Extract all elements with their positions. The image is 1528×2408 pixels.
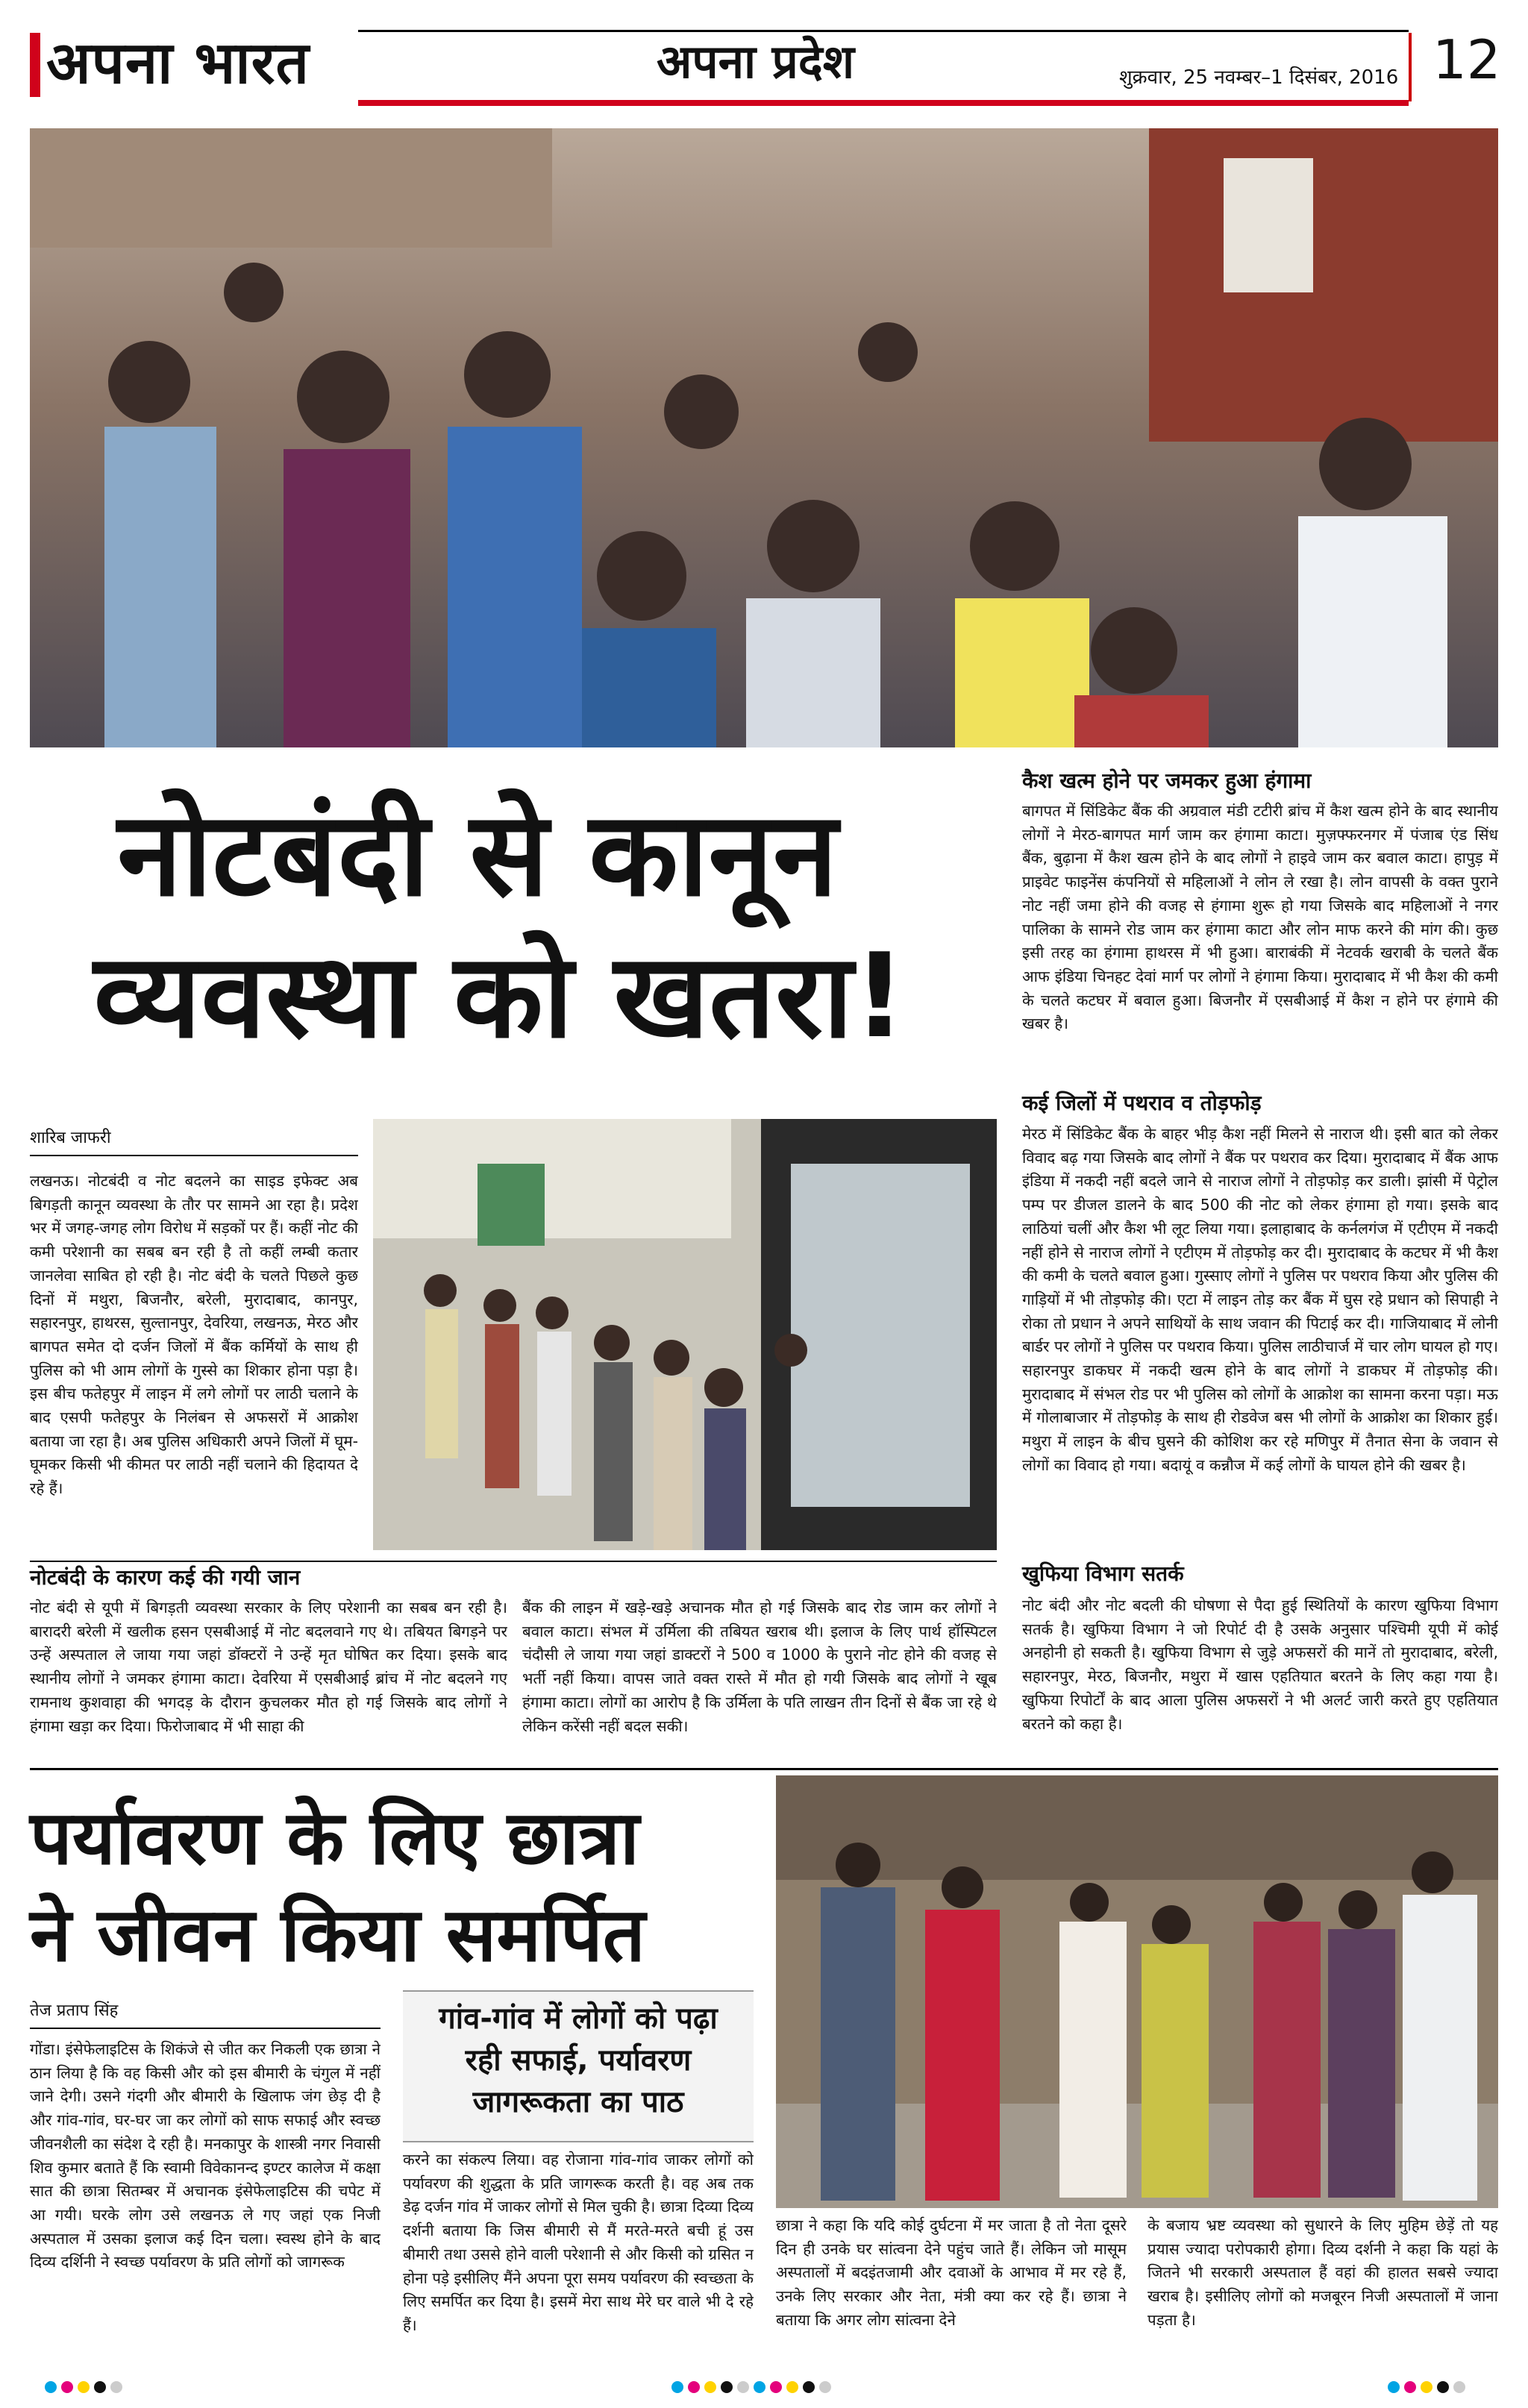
header-top-rule	[358, 30, 1409, 32]
story2-text-col1: गोंडा। इंसेफेलाइटिस के शिकंजे से जीत कर निकली एक छात्रा ने ठान लिया है कि वह किसी और को इस बीमारी के चंगुल में नहीं जाने देगी। उसने गंदगी और बीमारी के खिलाफ जंग छेड़ दी है और गांव-गांव, घर-घर जा कर लोगों को साफ सफाई और स्वच्छ जीवनशैली का संदेश दे रही है। मनकापुर के शास्त्री नगर निवासी शिव कुमार बताते हैं कि स्वामी विवेकानन्द इण्टर कालेज में कक्षा सात की छात्रा सितम्बर में अचानक इंसेफेलाइटिस की चपेट में आ गयी। घरके लोग उसे लखनऊ ले गए जहां एक निजी अस्पताल में उसका इलाज कई दिन चला। स्वस्थ होने के बाद दिव्य दर्शिनी ने स्वच्छ पर्यावरण के प्रति लोगों को जागरूक	[30, 2040, 381, 2271]
story2-headline-line-2: ने जीवन किया समर्पित	[30, 1891, 645, 1978]
byline-rule-2	[30, 2028, 381, 2029]
pull-quote-line-1: गांव-गांव में लोगों को पढ़ा	[439, 2001, 718, 2036]
registration-dot	[803, 2381, 815, 2393]
registration-dot	[110, 2381, 122, 2393]
registration-dot	[1388, 2381, 1400, 2393]
registration-dot	[45, 2381, 57, 2393]
dateline: शुक्रवार, 25 नवम्बर–1 दिसंबर, 2016	[1119, 66, 1399, 89]
deaths-text-col1: नोट बंदी से यूपी में बिगड़ती व्यवस्था सरकार के लिए परेशानी का सबब बन रही है। बारादरी बरेली में खलीक हसन एसबीआई में नोट बदलवाने गए थे। तबियत बिगड़ने पर उन्हें अस्पताल ले जाया गया जहां डॉक्टरों ने उन्हें मृत घोषित कर दिया। इसके बाद स्थानीय लोगों ने जमकर हंगामा काटा। देवरिया में एसबीआई ब्रांच में नोट बदलने गए रामनाथ कुशवाहा की भगदड़ के दौरान कुचलकर मौत हो गई जिसके बाद लोगों ने हंगामा खड़ा कर दिया। फिरोजाबाद में भी साहा की	[30, 1599, 507, 1735]
section-rule-1	[30, 1561, 997, 1562]
headline-line-2: व्यवस्था को खतरा!	[93, 928, 907, 1064]
cash-shortage-text: बागपत में सिंडिकेट बैंक की अग्रवाल मंडी टटीरी ब्रांच में कैश खत्म होने के बाद स्थानीय लोगों ने मेरठ-बागपत मार्ग जाम कर हंगामा काटा। मुज़फ्फरनगर में पंजाब एंड सिंध बैंक, बुढ़ाना में कैश खत्म होने के बाद लोगों ने हाइवे जाम कर बवाल काटा। हापुड़ में प्राइवेट फाइनेंस कंपनियों से महिलाओं ने लोन ले रखा है। लोन वापसी के वक्त पुराने नोट नहीं जमा होने की वजह से हंगामा शुरू हो गया जिसके बाद महिलाओं ने नगर पालिका के सामने रोड जाम कर हंगामा काटा और लोन माफ करने की मांग की। कुछ इसी तरह का हंगामा हाथरस में भी हुआ। बाराबंकी में नेटवर्क खराबी के चलते बैंक आफ इंडिया चिनहट देवां मार्ग पर लोगों ने हंगामा किया। मुरादाबाद में भी कैश की कमी के चलते कटघर में बवाल हुआ। बिजनौर में एसबीआई में कैश न होने पर हंगामे की खबर है।	[1022, 802, 1498, 1033]
registration-dot	[94, 2381, 106, 2393]
student-villagers-photo	[776, 1775, 1498, 2208]
registration-dot	[819, 2381, 831, 2393]
registration-dot	[1404, 2381, 1416, 2393]
masthead-accent-bar	[30, 33, 40, 97]
registration-dot	[1437, 2381, 1449, 2393]
story2-headline-line-1: पर्यावरण के लिए छात्रा	[30, 1794, 639, 1881]
footer-color-dots-center	[671, 2381, 851, 2396]
story-divider	[30, 1768, 1498, 1770]
pull-quote-line-3: जागरूकता का पाठ	[472, 2085, 684, 2119]
registration-dot	[61, 2381, 73, 2393]
deaths-text-col2: बैंक की लाइन में खड़े-खड़े अचानक मौत हो गई जिसके बाद रोड जाम कर लोगों ने बवाल काटा। संभल में उर्मिला की तबियत खराब थी। इलाज के लिए पार्थ हॉस्पिटल चंदौसी ले जाया गया जहां डाक्टरों ने 500 व 1000 के पुराने नोट होने की वजह से भर्ती नहीं किया। वापस जाते वक्त रास्ते में मौत हो गयी जिसके बाद लोगों ने खूब हंगामा काटा। लोगों का आरोप है कि उर्मिला के पति लाखन तीन दिनों से बैंक जा रहे थे लेकिन करेंसी नहीं बदल सकी।	[522, 1599, 997, 1735]
registration-dot	[1453, 2381, 1465, 2393]
subhead-deaths: नोटबंदी के कारण कई की गयी जान	[30, 1565, 301, 1590]
page-number: 12	[1432, 28, 1501, 91]
registration-dot	[1421, 2381, 1432, 2393]
stone-pelting-text: मेरठ में सिंडिकेट बैंक के बाहर भीड़ कैश नहीं मिलने से नाराज थी। इसी बात को लेकर विवाद बढ़ गया जिसके बाद लोगों ने बैंक पर पथराव कर दिया। मुरादाबाद में बैंक आफ इंडिया में नकदी नहीं बदले जाने से नाराज लोगों ने तोड़फोड़ कर डाली। झांसी में पेट्रोल पम्प पर डीजल डालने के बाद 500 की नोट को लेकर हंगामा हो गया। इसके बाद लाठियां चलीं और कैश भी लूट लिया गया। इलाहाबाद के कर्नलगंज में एटीएम में नकदी नहीं होने से नाराज लोगों ने एटीएम में तोड़फोड़ कर दी। मुरादाबाद के कटघर में भी कैश की कमी के चलते बवाल हुआ। गुस्साए लोगों ने पुलिस पर पथराव किया और पुलिस की गाड़ियों में भी तोड़फोड़ की। एटा में लाइन तोड़ कर बैंक में घुस रहे प्रधान को सिपाही ने रोका तो प्रधान ने अपने साथियों के साथ जवान की पिटाई कर दी। गाजियाबाद में लोनी बार्डर पर लोगों ने पुलिस पर पथराव किया। पुलिस लाठीचार्ज में चार लोग घायल हो गए। सहारनपुर डाकघर में नकदी खत्म होने के बाद लोगों ने डाकघर में तोड़फोड़ की। मुरादाबाद में संभल रोड पर भी पुलिस को लोगों के आक्रोश का सामना करना पड़ा। मऊ में गोलाबाजार में तोड़फोड़ के साथ ही रोडवेज बस भी लोगों के आक्रोश का शिकार हुई। मथुरा में लाइन के बीच घुसने की कोशिश कर रहे मणिपुर में तैनात सेना के जवान से लोगों का विवाद हो गया। बदायूं व कन्नौज में कई लोगों के घायल होने की खबर है।	[1022, 1125, 1498, 1474]
story2-text-col2: करने का संकल्प लिया। वह रोजाना गांव-गांव जाकर लोगों को पर्यावरण की शुद्धता के प्रति जागरूक करती है। वह अब तक डेढ़ दर्जन गांव में जाकर लोगों से मिल चुकी है। छात्रा दिव्या दिव्य दर्शनी बताया कि जिस बीमारी से मैं मरते-मरते बची हूं उस बीमारी तथा उससे होने वाली परेशानी से और किसी को ग्रसित न होना पड़े इसीलिए मैंने अपना पूरा समय पर्यावरण की स्वच्छता के लिए समर्पित कर दिया है। इसमें मेरा साथ मेरे घर वाले भी दे रहे हैं।	[403, 2151, 754, 2334]
subhead-stone-pelting: कई जिलों में पथराव व तोड़फोड़	[1022, 1091, 1262, 1115]
subhead-cash-shortage: कैश खत्म होने पर जमकर हुआ हंगामा	[1022, 768, 1312, 793]
page-number-divider	[1409, 33, 1412, 101]
newspaper-title: अपना भारत	[46, 29, 310, 97]
registration-dot	[770, 2381, 782, 2393]
section-name: अपना प्रदेश	[657, 34, 854, 89]
registration-dot	[786, 2381, 798, 2393]
story2-text-col4: के बजाय भ्रष्ट व्यवस्था को सुधारने के लिए मुहिम छेड़ें तो यह प्रयास ज्यादा परोपकारी होगा। दिव्य दर्शनी ने कहा कि यहां के जितने भी सरकारी अस्पताल हैं वहां की हालत सबसे ज्यादा खराब है। इसीलिए लोगों को मजबूरन निजी अस्पतालों में जाना पड़ता है।	[1147, 2216, 1498, 2329]
byline-rule	[30, 1155, 358, 1156]
registration-dot	[754, 2381, 765, 2393]
header-red-rule	[358, 100, 1409, 106]
byline-story2: तेज प्रताप सिंह	[30, 2001, 119, 2020]
footer-color-dots-left	[45, 2381, 134, 2396]
intelligence-alert-text: नोट बंदी और नोट बदली की घोषणा से पैदा हुई स्थितियों के कारण खुफिया विभाग सतर्क है। खुफिया विभाग ने जो रिपोर्ट दी है उसके अनुसार पश्चिमी यूपी में कोई अनहोनी हो सकती है। खुफिया विभाग से जुड़े अफसरों की मानें तो मुरादाबाद, बरेली, सहारनपुर, मेरठ, बिजनौर, मथुरा में खास एहतियात बरतने के लिए कहा गया है। खुफिया रिपोर्टों के बाद आला पुलिस अफसरों ने भी अलर्ट जारी करते हुए एहतियात बरतने को कहा है।	[1022, 1596, 1498, 1733]
registration-dot	[78, 2381, 90, 2393]
pull-quote-line-2: रही सफाई, पर्यावरण	[465, 2043, 692, 2078]
pull-quote-box	[403, 1990, 754, 2142]
registration-dot	[721, 2381, 733, 2393]
subhead-intelligence-alert: खुफिया विभाग सतर्क	[1022, 1561, 1184, 1586]
registration-dot	[737, 2381, 749, 2393]
story2-text-col3: छात्रा ने कहा कि यदि कोई दुर्घटना में मर जाता है तो नेता दूसरे दिन ही उनके घर सांत्वना देने पहुंच जाते हैं। लेकिन जो मासूम अस्पतालों में बदइंतजामी और दवाओं के आभाव में मर रहे हैं, उनके लिए सरकार और नेता, मंत्री क्या कर रहे हैं। छात्रा ने बताया कि अगर लोग सांत्वना देने	[776, 2216, 1127, 2329]
byline-story1: शारिब जाफरी	[30, 1129, 111, 1147]
bank-queue-crowd-photo	[30, 128, 1498, 747]
atm-line-photo	[373, 1119, 997, 1550]
lead-text: लखनऊ। नोटबंदी व नोट बदलने का साइड इफेक्ट अब बिगड़ती कानून व्यवस्था के तौर पर सामने आ रहा है। प्रदेश भर में जगह-जगह लोग विरोध में सड़कों पर हैं। कहीं नोट की कमी परेशानी का सबब बन रही है तो कहीं लम्बी कतार जानलेवा साबित हो रही है। नोट बंदी के चलते पिछले कुछ दिनों में मथुरा, बिजनौर, बरेली, मुरादाबाद, कानपुर, सहारनपुर, हाथरस, सुल्तानपुर, देवरिया, लखनऊ, मेरठ और बागपत समेत दो दर्जन जिलों में बैंक कर्मियों के साथ ही पुलिस को भी आम लोगों के गुस्से का शिकार होना पड़ा है। इस बीच फतेहपुर में लाइन में लगे लोगों पर लाठी चलाने के बाद एसपी फतेहपुर के निलंबन से अफसरों में आक्रोश बताया जा रहा है। अब पुलिस अधिकारी अपने जिलों में घूम-घूमकर किसी भी कीमत पर लाठी नहीं चलाने की हिदायत दे रहे हैं।	[30, 1172, 358, 1498]
registration-dot	[704, 2381, 716, 2393]
headline-line-1: नोटबंदी से कानून	[117, 786, 838, 922]
footer-color-dots-right	[1388, 2381, 1492, 2396]
registration-dot	[688, 2381, 700, 2393]
registration-dot	[671, 2381, 683, 2393]
